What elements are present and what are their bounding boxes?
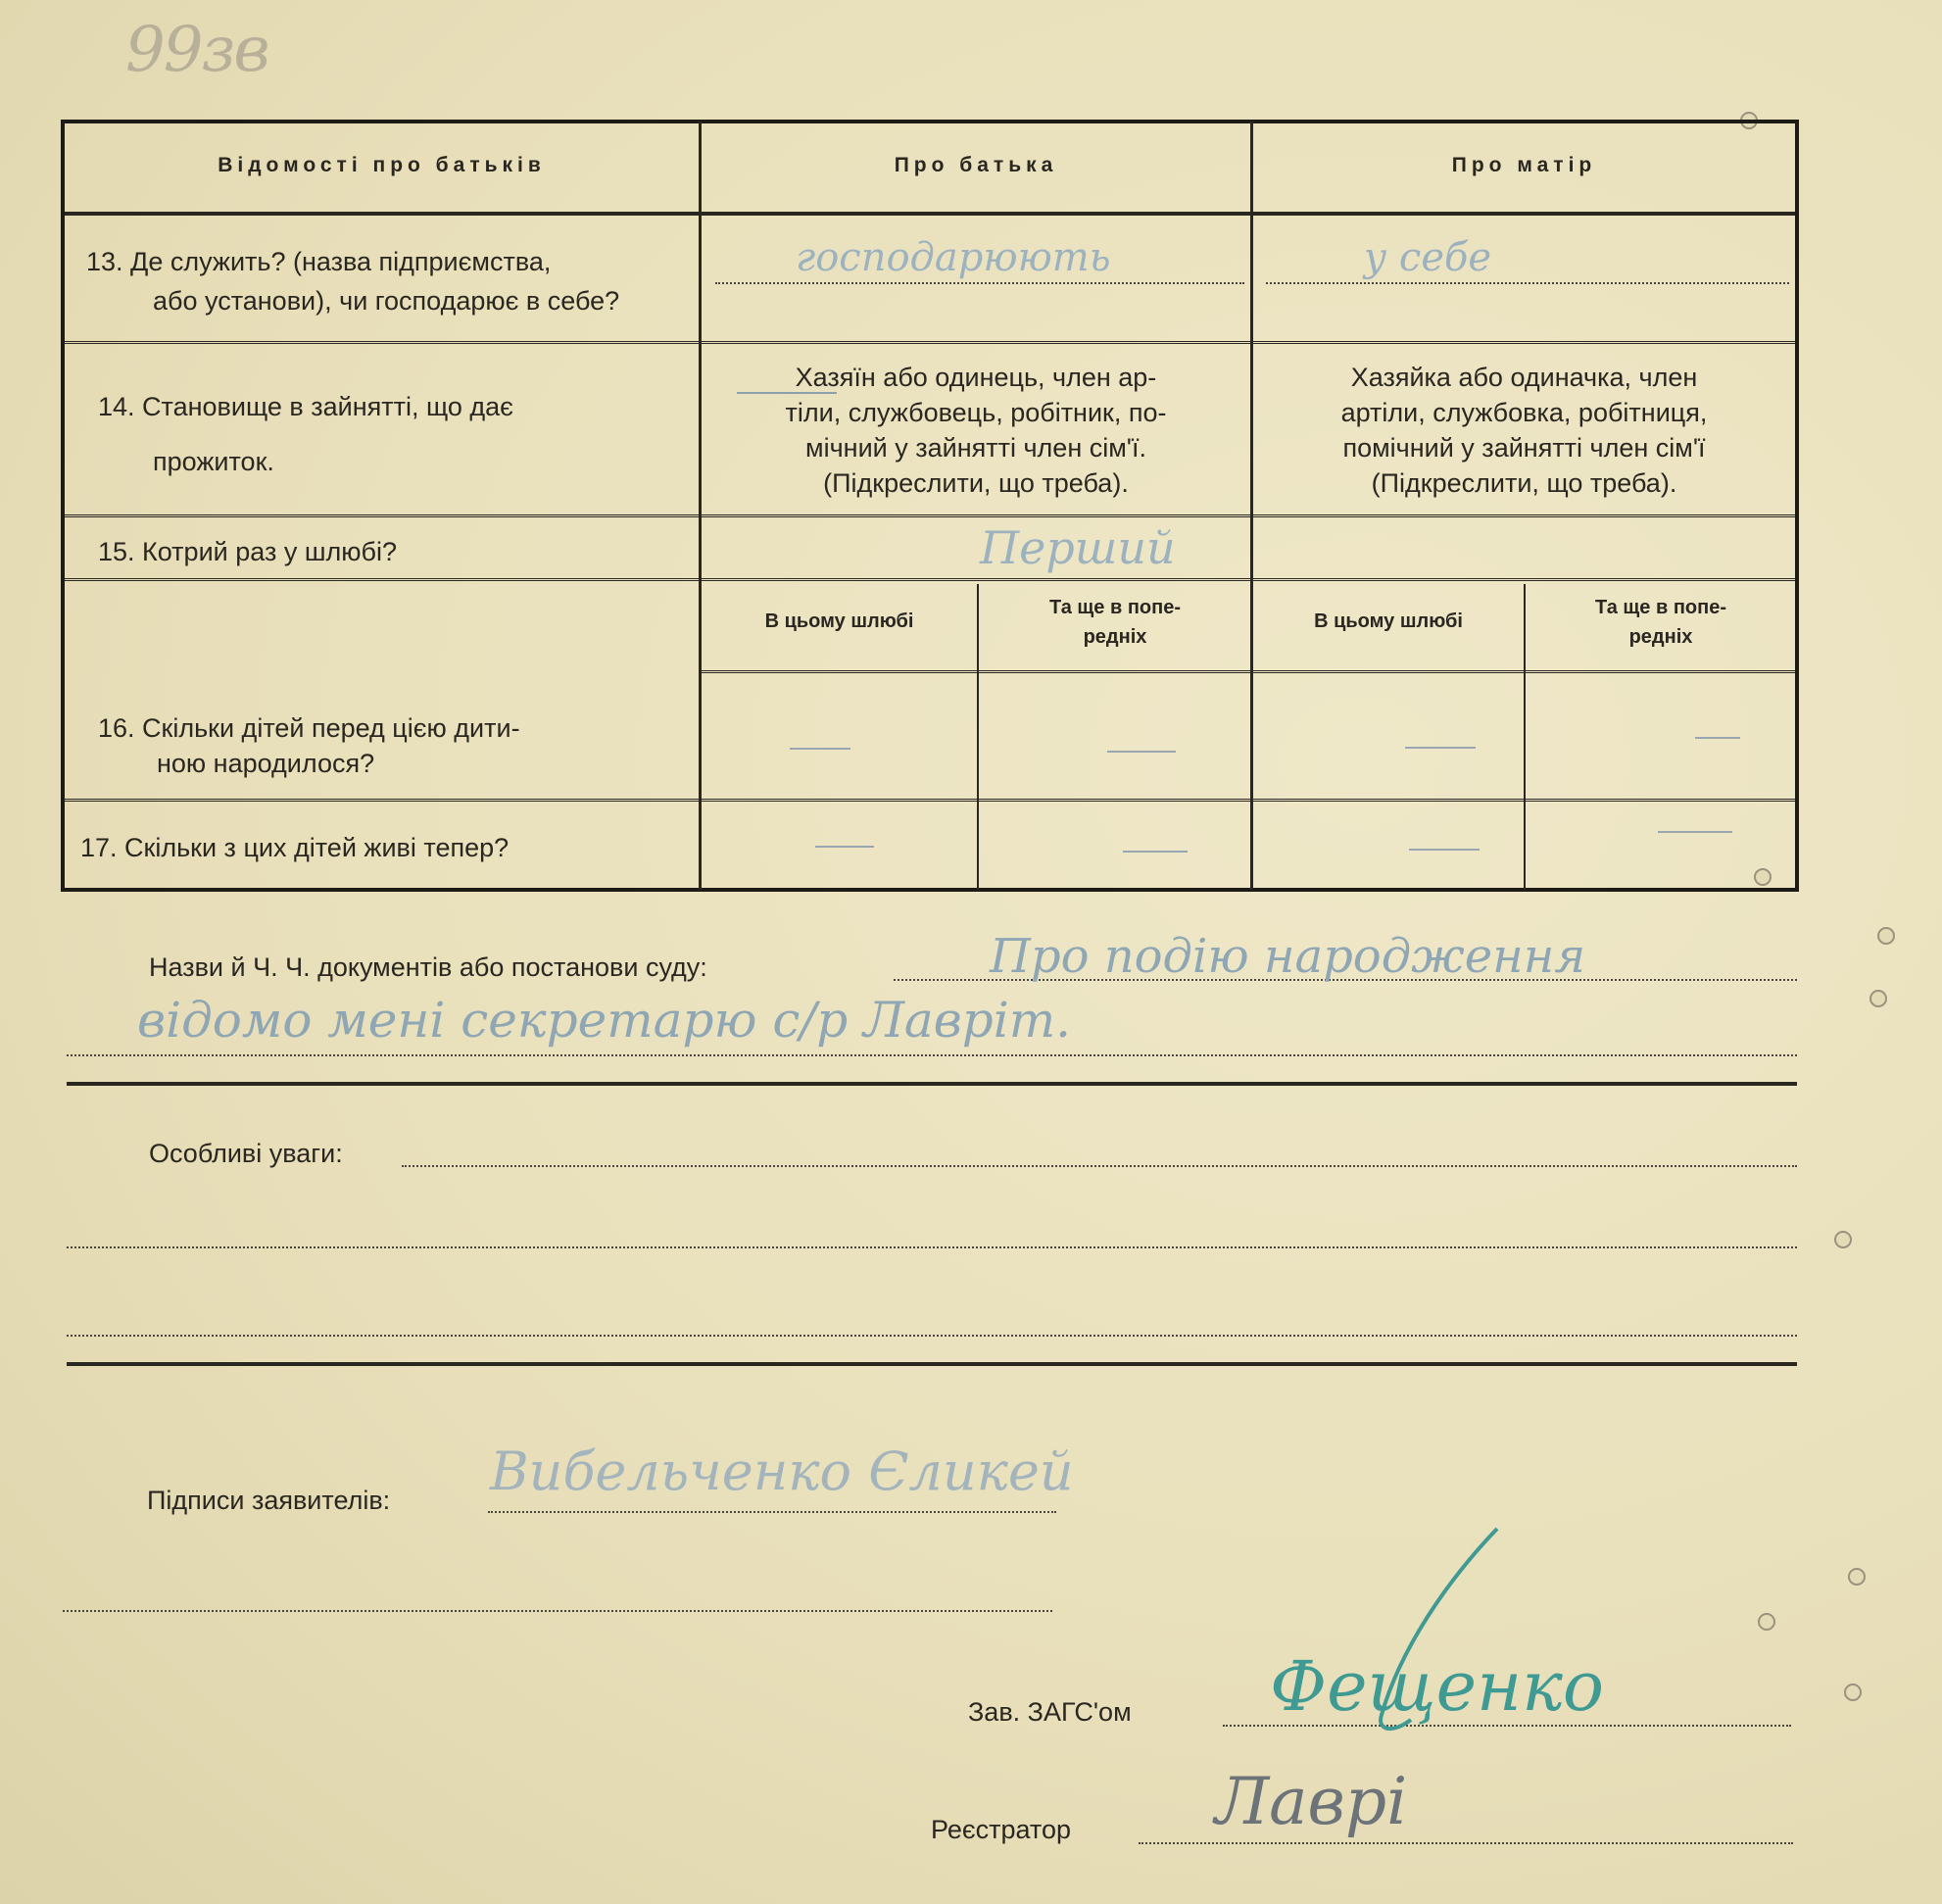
- q16-label: 16. Скільки дітей перед цією дити-: [98, 713, 520, 743]
- subcolumn-divider: [1524, 584, 1526, 890]
- documents-handwriting: відомо мені секретарю с/р Лавріт.: [137, 992, 1072, 1049]
- zags-head-label: Зав. ЗАГС'ом: [968, 1697, 1132, 1727]
- q14-label: 14. Становище в зайнятті, що дає: [98, 392, 513, 421]
- registrar-label: Реєстратор: [931, 1815, 1072, 1844]
- page-number: 99зв: [125, 14, 268, 86]
- section-divider: [67, 1082, 1797, 1086]
- row-divider: [65, 578, 1795, 584]
- q14-mother-options: артіли, службовка, робітниця,: [1340, 398, 1708, 427]
- q13-label: або установи), чи господарює в себе?: [153, 286, 620, 316]
- q14-label: прожиток.: [153, 447, 274, 476]
- q16-dash: [1107, 751, 1176, 753]
- subheader-divider: [702, 670, 1795, 676]
- q17-label: 17. Скільки з цих дітей живі тепер?: [80, 833, 510, 862]
- documents-line: [67, 1054, 1797, 1056]
- applicants-signature-label: Підписи заявителів:: [147, 1486, 391, 1515]
- applicants-signature-line: [63, 1610, 1052, 1612]
- zags-head-signature: Фещенко: [1270, 1646, 1605, 1727]
- q16-mother-previous: Та ще в попе-: [1595, 597, 1726, 618]
- registrar-line: [1139, 1842, 1793, 1844]
- q17-dash: [1123, 851, 1188, 853]
- remarks-line: [67, 1246, 1797, 1248]
- q14-father-options: тіли, службовець, робітник, по-: [785, 398, 1167, 427]
- q13-label: 13. Де служить? (назва підприємства,: [86, 247, 552, 276]
- q16-dash: [1405, 747, 1476, 749]
- punch-hole: [1844, 1684, 1862, 1701]
- hazyain-underline: [737, 392, 837, 394]
- q17-dash: [1409, 849, 1480, 851]
- q14-mother-note: (Підкреслити, що треба).: [1371, 468, 1677, 498]
- remarks-line: [402, 1165, 1797, 1167]
- row-divider: [65, 514, 1795, 520]
- documents-handwriting: Про подію народження: [990, 929, 1586, 984]
- q16-father-previous: Та ще в попе-: [1049, 597, 1181, 618]
- subcolumn-divider: [977, 584, 979, 890]
- documents-label: Назви й Ч. Ч. документів або постанови суду:: [149, 952, 707, 982]
- column-divider: [699, 122, 702, 890]
- applicants-signature-line: [488, 1511, 1056, 1513]
- registrar-signature: Лаврі: [1215, 1764, 1408, 1839]
- signature-flourish: [1274, 1519, 1529, 1744]
- column-divider: [1250, 122, 1253, 890]
- row-divider: [65, 341, 1795, 347]
- q14-father-options: Хазяїн або одинець, член ар-: [795, 363, 1157, 392]
- applicants-signature: Вибельченко Єликей: [490, 1440, 1074, 1502]
- q15-label: 15. Котрий раз у шлюбі?: [98, 537, 397, 566]
- row-divider: [65, 799, 1795, 805]
- q14-mother-options: помічний у зайнятті член сім'ї: [1342, 433, 1706, 463]
- q16-father-this-marriage: В цьому шлюбі: [764, 610, 914, 632]
- q15-answer: Перший: [980, 521, 1176, 574]
- q13-answer-mother: у себе: [1364, 235, 1492, 280]
- q14-father-note: (Підкреслити, що треба).: [823, 468, 1129, 498]
- q16-dash: [790, 748, 850, 750]
- punch-hole: [1758, 1613, 1775, 1631]
- q17-dash: [815, 846, 874, 848]
- remarks-line: [67, 1335, 1797, 1337]
- q16-label: ною народилося?: [157, 749, 375, 778]
- answer-line: [715, 282, 1244, 284]
- punch-hole: [1869, 990, 1887, 1007]
- punch-hole: [1877, 927, 1895, 945]
- q17-dash: [1658, 831, 1732, 833]
- section-divider: [67, 1362, 1797, 1366]
- q13-answer-father: господарюють: [796, 235, 1111, 280]
- q16-mother-previous: редніх: [1628, 626, 1693, 648]
- header-divider: [65, 212, 1795, 216]
- answer-line: [1266, 282, 1789, 284]
- punch-hole: [1834, 1231, 1852, 1248]
- remarks-label: Особливі уваги:: [149, 1139, 343, 1168]
- q16-mother-this-marriage: В цьому шлюбі: [1314, 610, 1463, 632]
- q16-dash: [1695, 737, 1740, 739]
- q14-father-options: мічний у зайнятті член сім'ї.: [805, 433, 1146, 463]
- header-parents-info: Відомості про батьків: [218, 154, 546, 176]
- q16-father-previous: редніх: [1083, 626, 1147, 648]
- header-father: Про батька: [894, 154, 1058, 176]
- header-mother: Про матір: [1451, 154, 1597, 176]
- punch-hole: [1848, 1568, 1866, 1586]
- q14-mother-options: Хазяйка або одиначка, член: [1350, 363, 1698, 392]
